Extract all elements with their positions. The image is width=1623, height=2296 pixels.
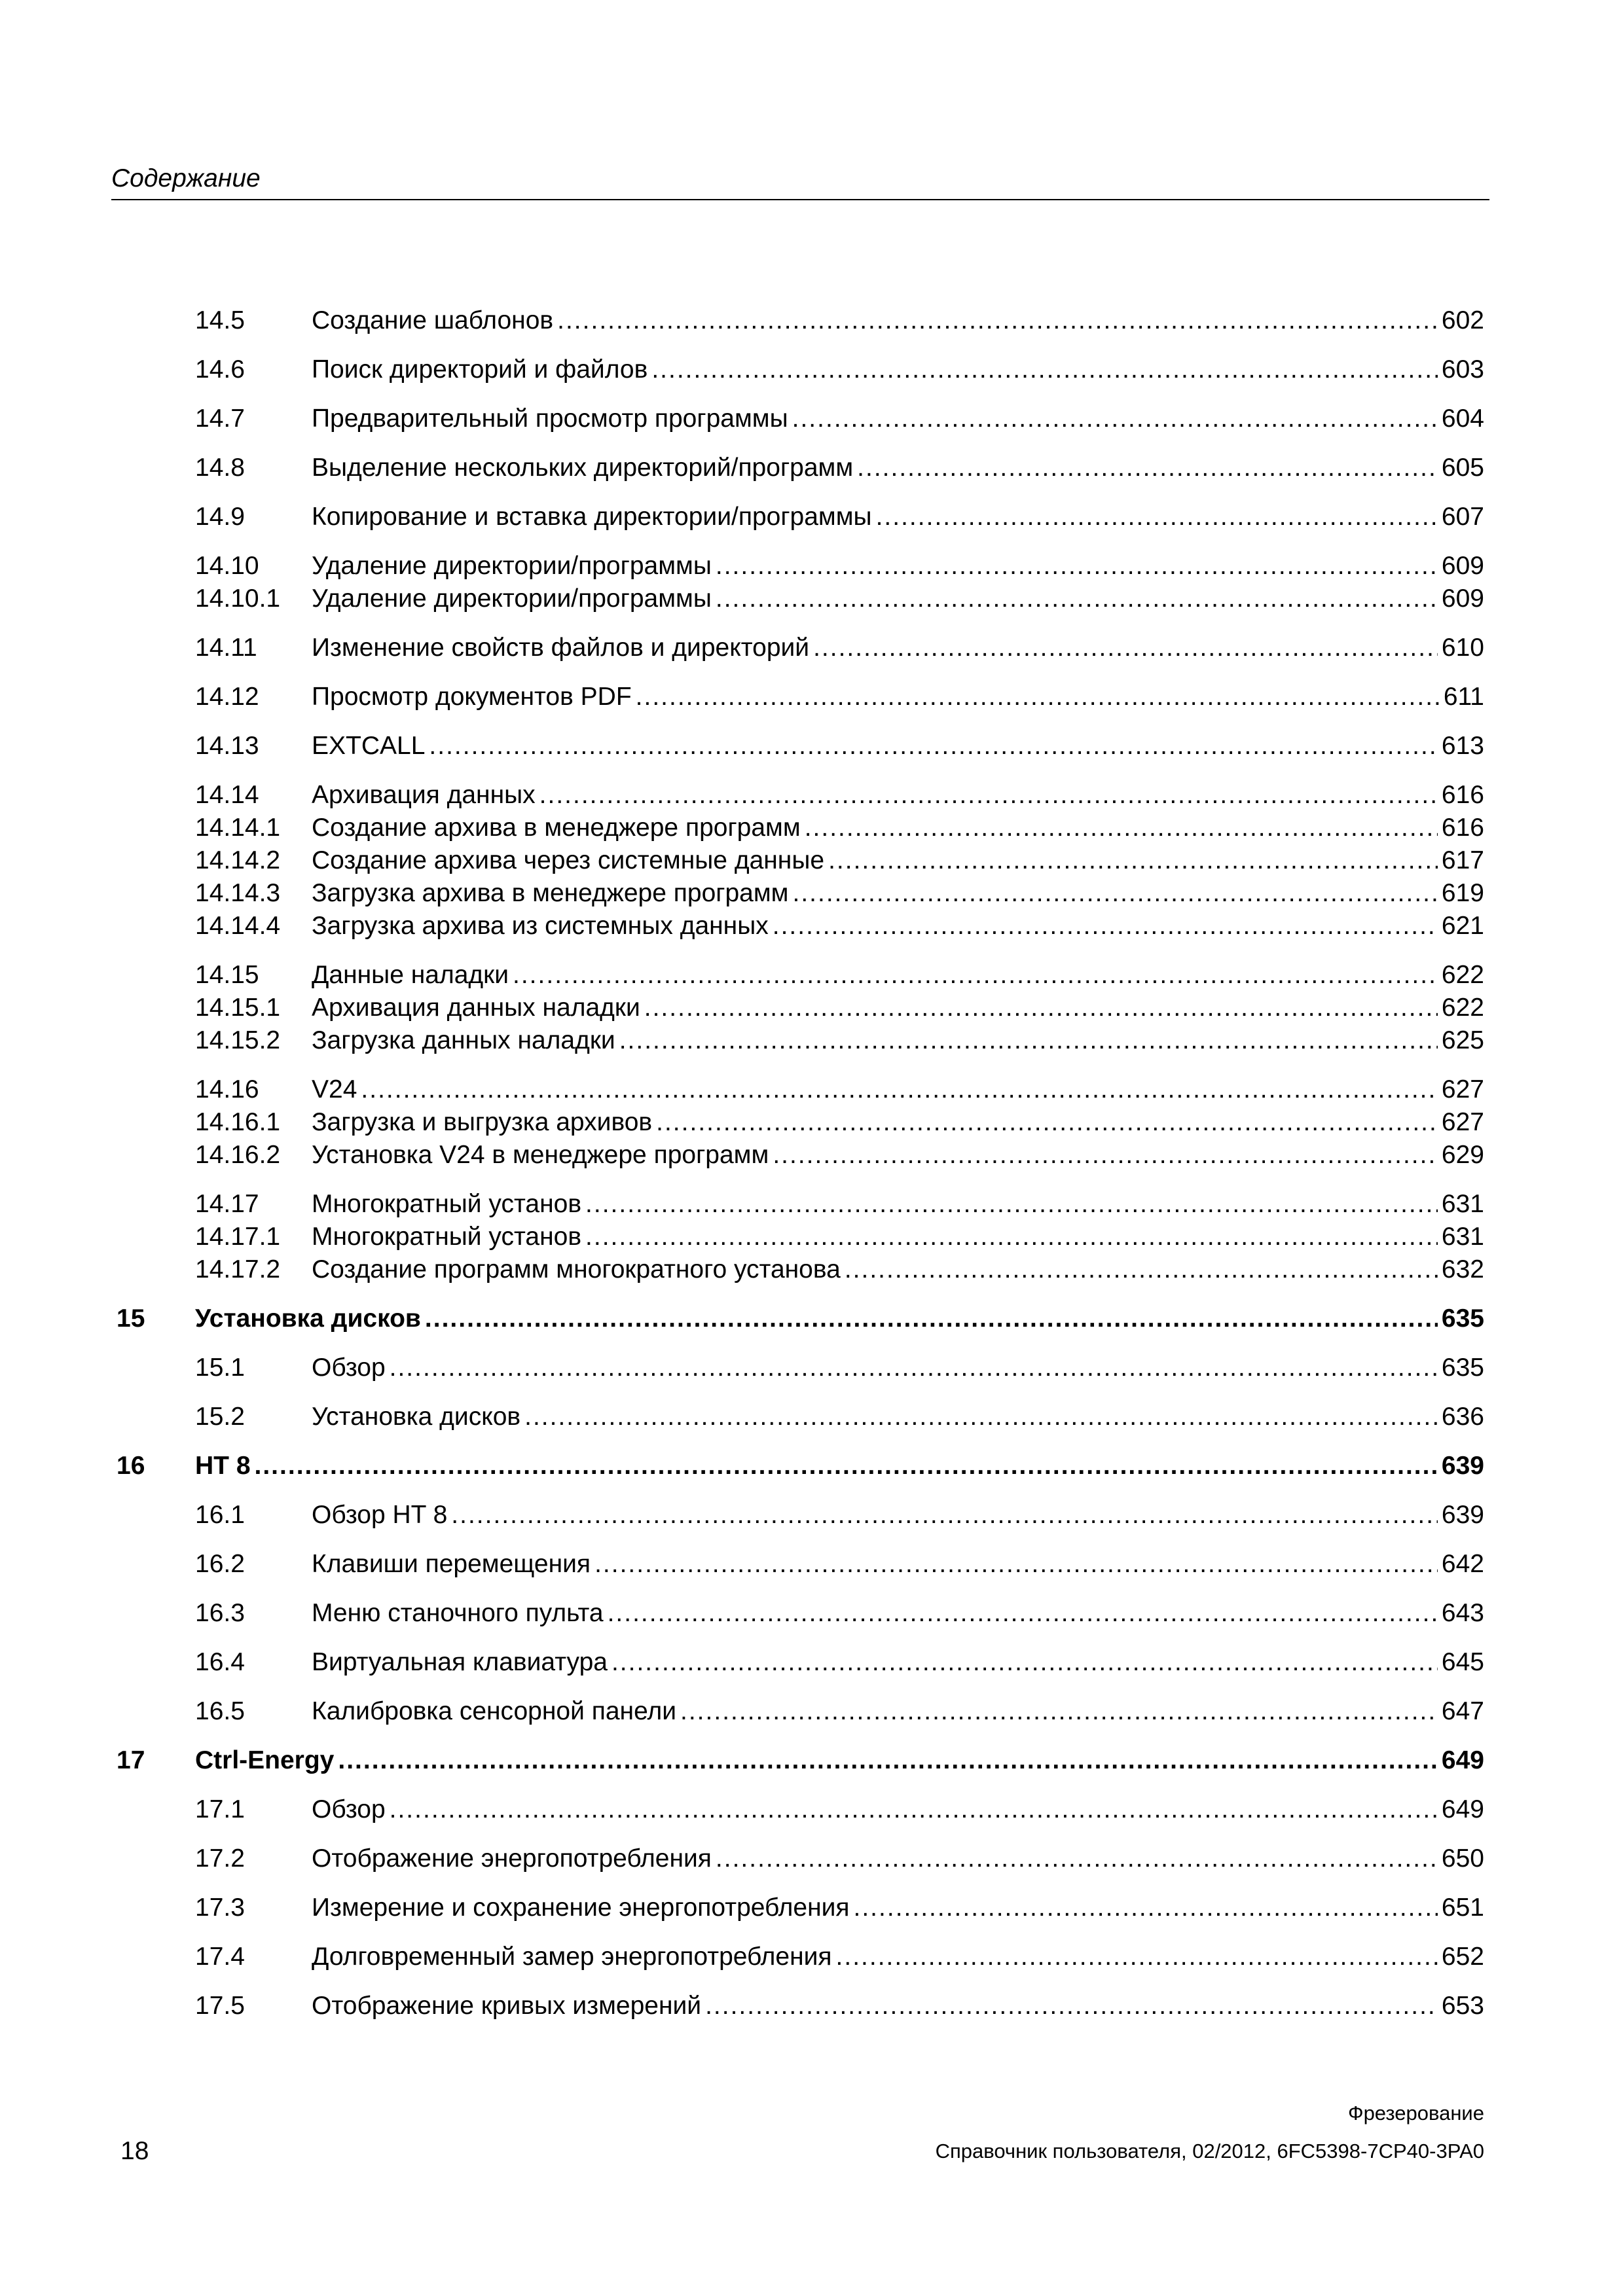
toc-entry-page: 619 (1441, 879, 1484, 907)
toc-entry-page: 627 (1441, 1108, 1484, 1136)
toc-entry-page: 653 (1441, 1992, 1484, 2020)
toc-entry[interactable] (0, 959, 1623, 992)
toc-entry[interactable] (0, 1990, 1623, 2022)
toc-entry-page: 617 (1441, 846, 1484, 874)
toc-entry-page: 652 (1441, 1943, 1484, 1971)
toc-entry-number: 16.3 (195, 1599, 245, 1627)
toc-entry-page: 651 (1441, 1893, 1484, 1922)
toc-entry[interactable] (0, 1597, 1623, 1630)
toc-entry-page: 627 (1441, 1075, 1484, 1103)
toc-entry[interactable] (0, 1188, 1623, 1221)
toc-entry-page: 636 (1441, 1403, 1484, 1431)
dot-leader (680, 1695, 1438, 1728)
dot-leader (539, 779, 1438, 812)
toc-entry[interactable] (0, 1139, 1623, 1172)
toc-entry[interactable] (0, 844, 1623, 877)
toc-entry[interactable] (0, 1842, 1623, 1875)
toc-entry-page: 647 (1441, 1697, 1484, 1725)
footer-page-number: 18 (120, 2137, 149, 2165)
toc-entry-page: 645 (1441, 1648, 1484, 1676)
toc-entry-number: 14.17 (195, 1190, 259, 1218)
toc-entry-title: Отображение кривых измерений (312, 1992, 702, 2020)
toc-chapter-page: 635 (1441, 1304, 1484, 1333)
toc-entry-title: Копирование и вставка директории/программы (312, 503, 872, 531)
toc-entry[interactable] (0, 1793, 1623, 1826)
dot-leader (585, 1221, 1438, 1253)
toc-entry-number: 14.17.2 (195, 1255, 281, 1283)
toc-entry-page: 631 (1441, 1223, 1484, 1251)
toc-entry[interactable] (0, 1695, 1623, 1728)
toc-entry-number: 14.15 (195, 961, 259, 989)
dot-leader (716, 583, 1438, 615)
toc-entry-number: 14.15.1 (195, 994, 281, 1022)
toc-entry-title: Многократный установ (312, 1223, 582, 1251)
toc-entry-page: 607 (1441, 503, 1484, 531)
toc-entry-page: 649 (1441, 1795, 1484, 1823)
dot-leader (619, 1024, 1438, 1057)
toc-entry-page: 604 (1441, 404, 1484, 433)
toc-entry-page: 610 (1441, 634, 1484, 662)
toc-entry-page: 631 (1441, 1190, 1484, 1218)
toc-entry-page: 650 (1441, 1844, 1484, 1873)
toc-entry[interactable] (0, 1024, 1623, 1057)
toc-entry-number: 14.10 (195, 552, 259, 580)
toc-entry-page: 635 (1441, 1354, 1484, 1382)
toc-chapter[interactable] (0, 1744, 1623, 1777)
toc-chapter-page: 649 (1441, 1746, 1484, 1774)
toc-entry-page: 602 (1441, 306, 1484, 334)
toc-entry-number: 14.7 (195, 404, 245, 433)
dot-leader (425, 1302, 1438, 1335)
toc-chapter-title: Установка дисков (195, 1304, 421, 1333)
toc-entry[interactable] (0, 1073, 1623, 1106)
toc-entry-title: Изменение свойств файлов и директорий (312, 634, 810, 662)
toc-entry-number: 17.3 (195, 1893, 245, 1922)
toc-entry[interactable] (0, 501, 1623, 533)
toc-entry-title: Многократный установ (312, 1190, 582, 1218)
dot-leader (793, 877, 1438, 910)
toc-entry-title: Удаление директории/программы (312, 552, 712, 580)
toc-chapter-number: 17 (117, 1746, 145, 1774)
toc-entry-page: 609 (1441, 584, 1484, 613)
toc-entry-title: EXTCALL (312, 732, 426, 760)
toc-entry-page: 639 (1441, 1501, 1484, 1529)
toc-entry-number: 14.16.1 (195, 1108, 281, 1136)
toc-entry-title: Обзор HT 8 (312, 1501, 448, 1529)
toc-entry-title: Загрузка архива в менеджере программ (312, 879, 789, 907)
toc-entry-number: 17.2 (195, 1844, 245, 1873)
toc-entry-title: Загрузка данных наладки (312, 1026, 615, 1054)
toc-entry-number: 14.8 (195, 454, 245, 482)
toc-entry-title: Выделение нескольких директорий/программ (312, 454, 854, 482)
toc-entry[interactable] (0, 403, 1623, 435)
toc-entry[interactable] (0, 1221, 1623, 1253)
toc-entry-title: Клавиши перемещения (312, 1550, 591, 1578)
dot-leader (773, 1139, 1438, 1172)
toc-entry[interactable] (0, 632, 1623, 664)
toc-chapter[interactable] (0, 1302, 1623, 1335)
toc-entry-number: 15.1 (195, 1354, 245, 1382)
dot-leader (636, 681, 1440, 713)
toc-entry-title: Обзор (312, 1795, 386, 1823)
toc-entry-number: 14.14.2 (195, 846, 281, 874)
toc-entry[interactable] (0, 1499, 1623, 1532)
dot-leader (845, 1253, 1438, 1286)
toc-entry-title: Загрузка архива из системных данных (312, 912, 769, 940)
toc-entry-page: 616 (1441, 814, 1484, 842)
toc-entry-title: Установка V24 в менеджере программ (312, 1141, 769, 1169)
toc-entry-title: Измерение и сохранение энергопотребления (312, 1893, 850, 1922)
dot-leader (451, 1499, 1438, 1532)
toc-entry[interactable] (0, 1548, 1623, 1581)
toc-entry-page: 605 (1441, 454, 1484, 482)
dot-leader (651, 353, 1438, 386)
toc-chapter-title: HT 8 (195, 1452, 251, 1480)
toc-entry-title: Удаление директории/программы (312, 584, 712, 613)
toc-entry[interactable] (0, 353, 1623, 386)
toc-chapter-title: Ctrl-Energy (195, 1746, 335, 1774)
toc-entry-number: 14.9 (195, 503, 245, 531)
toc-entry-number: 14.15.2 (195, 1026, 281, 1054)
dot-leader (828, 844, 1438, 877)
toc-entry-number: 16.2 (195, 1550, 245, 1578)
toc-entry-title: Поиск директорий и файлов (312, 355, 648, 384)
toc-entry-title: Отображение энергопотребления (312, 1844, 712, 1873)
dot-leader (857, 452, 1438, 484)
toc-entry-number: 14.12 (195, 683, 259, 711)
dot-leader (390, 1352, 1438, 1384)
dot-leader (594, 1548, 1438, 1581)
toc-entry-title: Виртуальная клавиатура (312, 1648, 608, 1676)
toc-entry[interactable] (0, 1401, 1623, 1433)
toc-entry-title: Предварительный просмотр программы (312, 404, 788, 433)
toc-entry-title: Загрузка и выгрузка архивов (312, 1108, 653, 1136)
toc-entry-title: Создание архива через системные данные (312, 846, 825, 874)
toc-entry[interactable] (0, 910, 1623, 942)
dot-leader (644, 992, 1438, 1024)
dot-leader (836, 1941, 1438, 1973)
dot-leader (390, 1793, 1438, 1826)
toc-entry[interactable] (0, 583, 1623, 615)
toc-entry-number: 14.14 (195, 781, 259, 809)
toc-chapter-number: 15 (117, 1304, 145, 1333)
toc-entry-page: 613 (1441, 732, 1484, 760)
dot-leader (813, 632, 1438, 664)
toc-entry-title: Данные наладки (312, 961, 509, 989)
dot-leader (854, 1892, 1438, 1924)
toc-entry-title: Обзор (312, 1354, 386, 1382)
toc-entry[interactable] (0, 779, 1623, 812)
footer-document-title: Фрезерование (1348, 2102, 1484, 2125)
toc-entry-page: 609 (1441, 552, 1484, 580)
footer-document-info: Справочник пользователя, 02/2012, 6FC5398-7CP40-3PA0 (935, 2140, 1484, 2162)
dot-leader (513, 959, 1438, 992)
toc-entry-number: 15.2 (195, 1403, 245, 1431)
toc-entry-page: 642 (1441, 1550, 1484, 1578)
toc-entry-title: Архивация данных (312, 781, 536, 809)
toc-entry[interactable] (0, 1892, 1623, 1924)
toc-entry-page: 611 (1443, 683, 1484, 711)
toc-entry-number: 14.10.1 (195, 584, 281, 613)
toc-entry-number: 16.5 (195, 1697, 245, 1725)
toc-entry[interactable] (0, 812, 1623, 844)
toc-entry-page: 622 (1441, 961, 1484, 989)
toc-entry-title: Просмотр документов PDF (312, 683, 632, 711)
toc-entry-page: 622 (1441, 994, 1484, 1022)
toc-entry[interactable] (0, 1106, 1623, 1139)
dot-leader (716, 1842, 1438, 1875)
toc-entry-title: Калибровка сенсорной панели (312, 1697, 677, 1725)
dot-leader (557, 304, 1438, 337)
toc-entry-number: 14.14.4 (195, 912, 281, 940)
toc-entry[interactable] (0, 1253, 1623, 1286)
toc-entry[interactable] (0, 304, 1623, 337)
dot-leader (876, 501, 1438, 533)
toc-entry[interactable] (0, 1941, 1623, 1973)
toc-entry-number: 14.17.1 (195, 1223, 281, 1251)
toc-entry-number: 14.16.2 (195, 1141, 281, 1169)
toc-entry-title: Создание программ многократного установа (312, 1255, 841, 1283)
toc-entry-page: 632 (1441, 1255, 1484, 1283)
dot-leader (585, 1188, 1438, 1221)
toc-entry-number: 17.1 (195, 1795, 245, 1823)
toc-entry-page: 643 (1441, 1599, 1484, 1627)
toc-entry-page: 625 (1441, 1026, 1484, 1054)
dot-leader (429, 730, 1438, 762)
toc-entry-title: Создание шаблонов (312, 306, 554, 334)
dot-leader (705, 1990, 1438, 2022)
dot-leader (611, 1646, 1438, 1679)
toc-chapter-page: 639 (1441, 1452, 1484, 1480)
toc-entry[interactable] (0, 877, 1623, 910)
toc-entry-number: 14.16 (195, 1075, 259, 1103)
toc-entry[interactable] (0, 550, 1623, 583)
toc-entry-number: 17.5 (195, 1992, 245, 2020)
toc-entry-page: 621 (1441, 912, 1484, 940)
dot-leader (255, 1450, 1438, 1482)
dot-leader (792, 403, 1438, 435)
dot-leader (524, 1401, 1438, 1433)
toc-entry[interactable] (0, 452, 1623, 484)
toc-entry-number: 17.4 (195, 1943, 245, 1971)
toc-entry-number: 16.4 (195, 1648, 245, 1676)
toc-entry-title: Создание архива в менеджере программ (312, 814, 801, 842)
toc-entry-title: Установка дисков (312, 1403, 521, 1431)
toc-entry[interactable] (0, 681, 1623, 713)
toc-entry-page: 603 (1441, 355, 1484, 384)
toc-entry-number: 14.13 (195, 732, 259, 760)
toc-entry-number: 16.1 (195, 1501, 245, 1529)
dot-leader (805, 812, 1438, 844)
toc-entry[interactable] (0, 1646, 1623, 1679)
toc-entry-page: 616 (1441, 781, 1484, 809)
dot-leader (656, 1106, 1438, 1139)
dot-leader (361, 1073, 1438, 1106)
toc-entry-number: 14.11 (195, 634, 257, 662)
toc-entry-number: 14.14.3 (195, 879, 281, 907)
toc-entry[interactable] (0, 1352, 1623, 1384)
toc-entry[interactable] (0, 730, 1623, 762)
toc-entry-title: Долговременный замер энергопотребления (312, 1943, 832, 1971)
toc-entry-number: 14.6 (195, 355, 245, 384)
toc-entry-page: 629 (1441, 1141, 1484, 1169)
toc-chapter-number: 16 (117, 1452, 145, 1480)
toc-entry-title: Архивация данных наладки (312, 994, 640, 1022)
toc-chapter[interactable] (0, 1450, 1623, 1482)
dot-leader (716, 550, 1438, 583)
dot-leader (773, 910, 1438, 942)
dot-leader (338, 1744, 1438, 1777)
header-title: Содержание (111, 164, 261, 192)
toc-entry-title: V24 (312, 1075, 357, 1103)
toc-entry-number: 14.14.1 (195, 814, 281, 842)
toc-entry-number: 14.5 (195, 306, 245, 334)
dot-leader (608, 1597, 1438, 1630)
toc-entry[interactable] (0, 992, 1623, 1024)
toc-entry-title: Меню станочного пульта (312, 1599, 604, 1627)
